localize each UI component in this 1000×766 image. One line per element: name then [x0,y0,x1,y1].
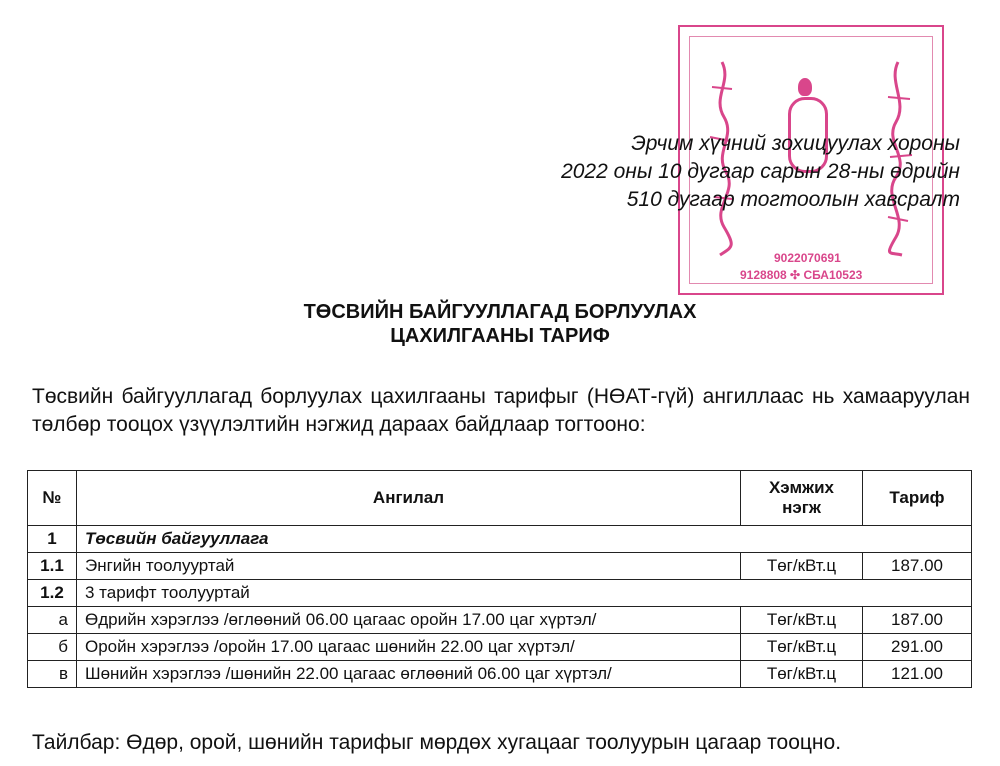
row-no: 1.1 [28,553,77,580]
table-row [28,661,972,688]
row-category: Энгийн тоолууртай [77,553,741,580]
row-category: Төсвийн байгууллага [77,526,972,553]
footnote: Тайлбар: Өдөр, орой, шөнийн тарифыг мөрдөх хугацааг тоолуурын цагаар тооцно. [32,731,842,754]
row-unit: Төг/кВт.ц [741,634,863,661]
header-line-1: Эрчим хүчний зохицуулах хороны [631,132,960,155]
table-row [28,634,972,661]
row-rate: 187.00 [863,553,972,580]
row-no: 1 [28,526,77,553]
row-no: в [28,661,77,688]
row-category: 3 тарифт тоолууртай [77,580,972,607]
row-rate: 291.00 [863,634,972,661]
header-unit: Хэмжих нэгж [741,471,863,526]
table-header-row [28,471,972,526]
seal-number-2: 9128808 ✣ СБА10523 [740,268,863,282]
table-row [28,607,972,634]
header-rate: Тариф [863,471,972,526]
row-category: Оройн хэрэглээ /оройн 17.00 цагаас шөнийн 22.00 цаг хүртэл/ [77,634,741,661]
row-unit: Төг/кВт.ц [741,607,863,634]
intro-paragraph: Төсвийн байгууллагад борлуулах цахилгааны тарифыг (НӨАТ-гүй) ангиллаас нь хамааруулан төлбөр тооцох үзүүлэлтийн нэгжид дараах байдлаар тогтооно: [32,385,970,436]
row-rate: 121.00 [863,661,972,688]
tariff-table [27,470,972,688]
header-no: № [28,471,77,526]
appendix-header [440,130,960,214]
row-category: Шөнийн хэрэглээ /шөнийн 22.00 цагаас өглөөний 06.00 цаг хүртэл/ [77,661,741,688]
title-line-2: ЦАХИЛГААНЫ ТАРИФ [390,325,610,347]
header-line-2: 2022 оны 10 дугаар сарын 28-ны өдрийн [561,160,960,183]
row-unit: Төг/кВт.ц [741,553,863,580]
row-unit: Төг/кВт.ц [741,661,863,688]
document-title [0,300,1000,348]
header-category: Ангилал [77,471,741,526]
row-rate: 187.00 [863,607,972,634]
title-line-1: ТӨСВИЙН БАЙГУУЛЛАГАД БОРЛУУЛАХ [303,301,697,323]
row-no: б [28,634,77,661]
table-row [28,553,972,580]
row-no: 1.2 [28,580,77,607]
header-line-3: 510 дугаар тогтоолын хавсралт [626,188,960,211]
row-category: Өдрийн хэрэглээ /өглөөний 06.00 цагаас оройн 17.00 цаг хүртэл/ [77,607,741,634]
table-row [28,526,972,553]
table-row [28,580,972,607]
seal-number-1: 9022070691 [774,251,841,265]
row-no: а [28,607,77,634]
